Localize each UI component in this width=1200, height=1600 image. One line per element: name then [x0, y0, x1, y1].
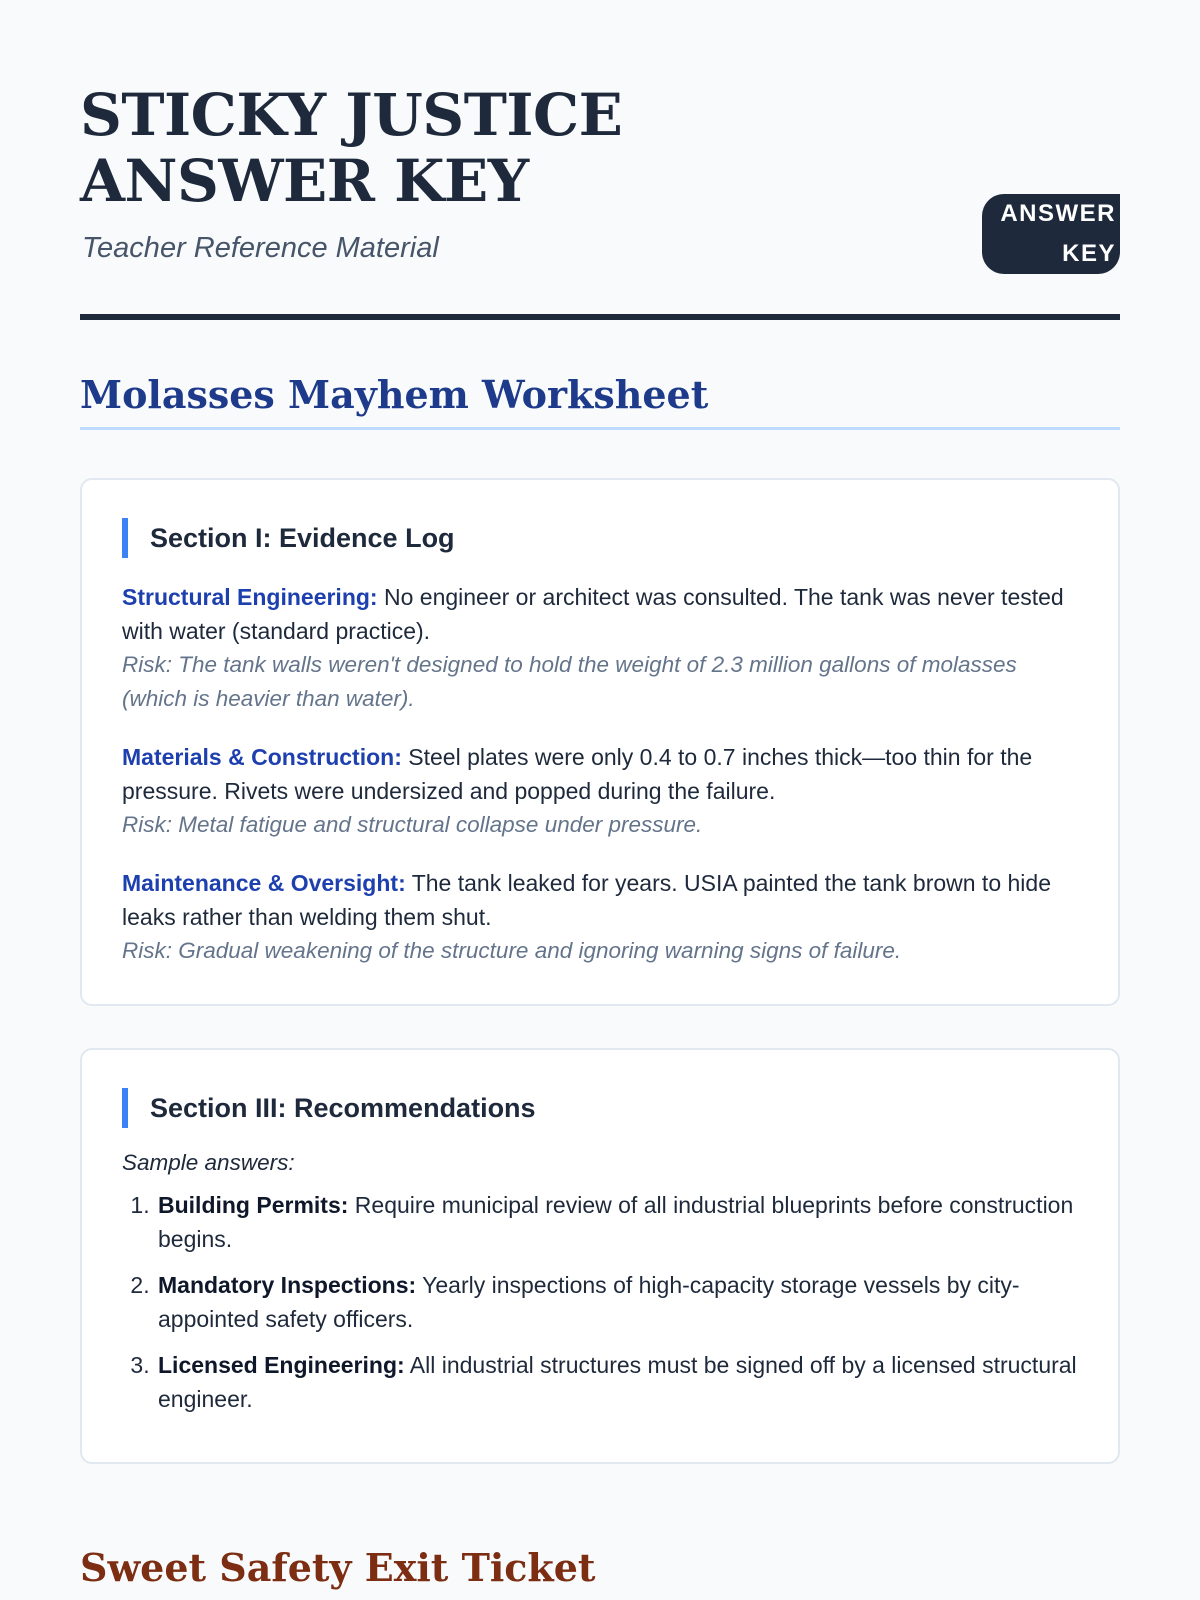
list-item — [156, 1188, 1078, 1256]
list-item — [156, 1268, 1078, 1336]
evidence-label: Materials & Construction: — [122, 744, 402, 770]
recommendation-text: Yearly inspections of high-capacity storage vessels by city-appointed safety officers. — [158, 1272, 1020, 1332]
evidence-log-heading: Section I: Evidence Log — [122, 518, 1078, 558]
evidence-text: The tank leaked for years. USIA painted the tank brown to hide leaks rather than welding them shut. — [122, 870, 1051, 930]
recommendation-text: All industrial structures must be signed off by a licensed structural engineer. — [158, 1352, 1077, 1412]
answer-key-badge: ANSWER KEY — [982, 194, 1120, 274]
list-item — [156, 1348, 1078, 1416]
evidence-text: Steel plates were only 0.4 to 0.7 inches thick—too thin for the pressure. Rivets were undersized and popped during the failure. — [122, 744, 1033, 804]
evidence-risk: Risk: Gradual weakening of the structure and ignoring warning signs of failure. — [122, 938, 902, 963]
document-subtitle: Teacher Reference Material — [82, 232, 439, 264]
recommendation-text: Require municipal review of all industrial blueprints before construction begins. — [158, 1192, 1074, 1252]
evidence-item — [122, 866, 1078, 968]
exit-ticket-title: Sweet Safety Exit Ticket — [80, 1545, 596, 1590]
worksheet-title: Molasses Mayhem Worksheet — [80, 372, 1120, 430]
answer-key-page — [80, 0, 1120, 1590]
evidence-item — [122, 740, 1078, 842]
document-title: STICKY JUSTICE ANSWER KEY — [80, 81, 623, 215]
recommendation-label: Building Permits: — [158, 1192, 349, 1218]
recommendations-card — [80, 1048, 1120, 1464]
evidence-text: No engineer or architect was consulted. The tank was never tested with water (standard practice). — [122, 584, 1064, 644]
evidence-label: Maintenance & Oversight: — [122, 870, 406, 896]
sample-answers-intro: Sample answers: — [122, 1150, 295, 1175]
evidence-log-card — [80, 478, 1120, 1006]
document-header — [80, 0, 1120, 320]
recommendation-label: Licensed Engineering: — [158, 1352, 405, 1378]
evidence-risk: Risk: Metal fatigue and structural collapse under pressure. — [122, 812, 703, 837]
recommendation-label: Mandatory Inspections: — [158, 1272, 417, 1298]
evidence-risk: Risk: The tank walls weren't designed to hold the weight of 2.3 million gallons of molasses (which is heavier than water). — [122, 652, 1017, 711]
evidence-item — [122, 580, 1078, 716]
evidence-label: Structural Engineering: — [122, 584, 378, 610]
recommendations-heading: Section III: Recommendations — [122, 1088, 1078, 1128]
recommendations-list — [122, 1188, 1078, 1416]
